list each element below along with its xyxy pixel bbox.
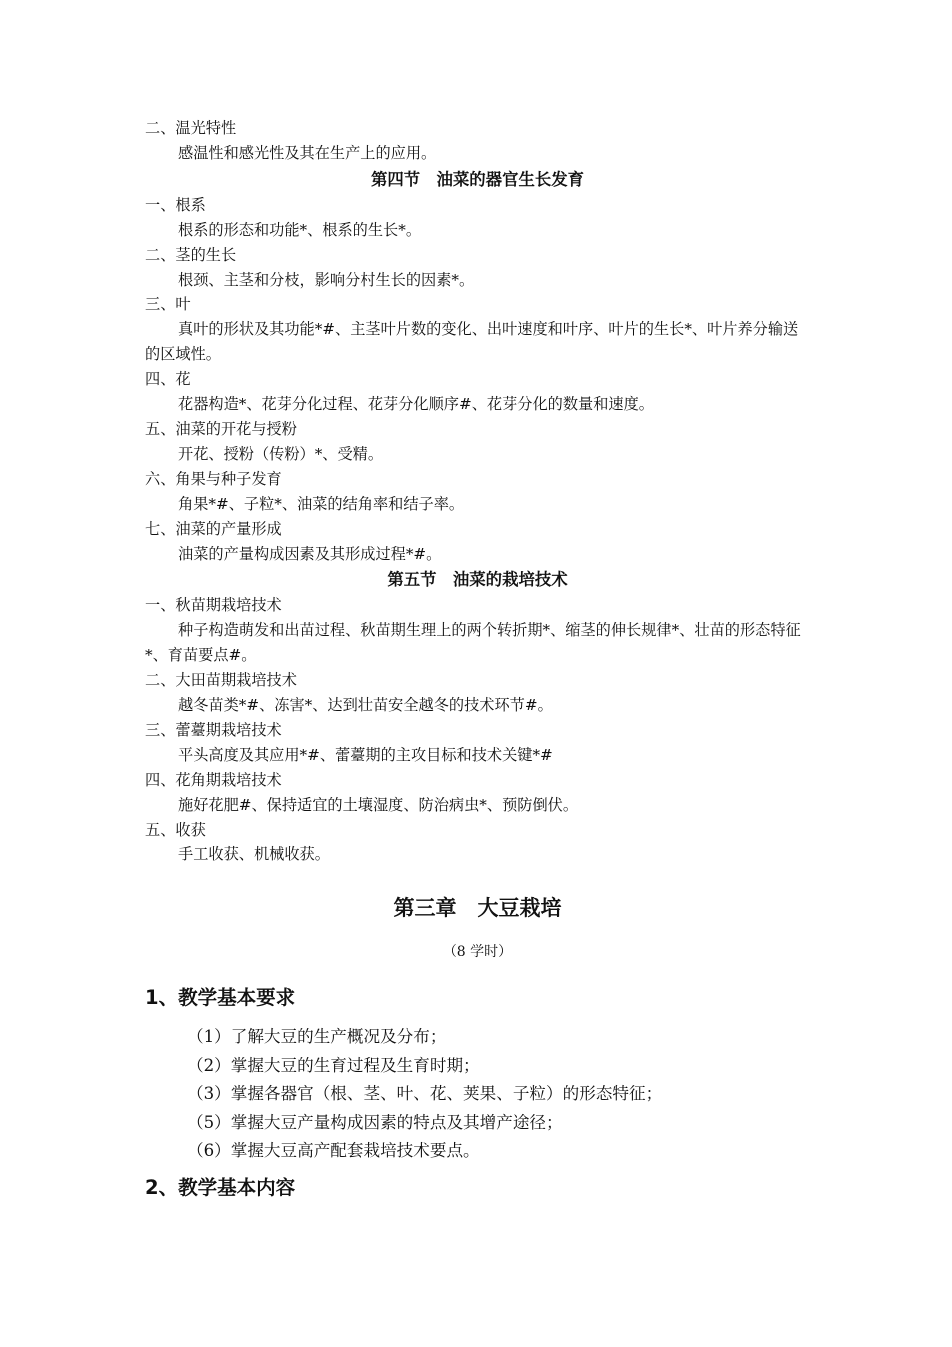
requirement-item: （1）了解大豆的生产概况及分布； [187,1027,447,1047]
text-line: 越冬苗类*#、冻害*、达到壮苗安全越冬的技术环节#。 [178,696,553,715]
section-title-5: 第五节 油菜的栽培技术 [387,570,568,590]
text-line: 种子构造萌发和出苗过程、秋苗期生理上的两个转折期*、缩茎的伸长规律*、壮苗的形态特征*、育苗要点#。 [145,621,801,665]
text-line: 真叶的形状及其功能*#、主茎叶片数的变化、出叶速度和叶序、叶片的生长*、叶片养分输送的区域性。 [145,320,799,364]
requirement-item: （2）掌握大豆的生育过程及生育时期； [187,1055,480,1075]
text-line: 二、大田苗期栽培技术 [145,671,297,690]
text-line: 油菜的产量构成因素及其形成过程*#。 [178,544,442,563]
text-line: 三、蕾薹期栽培技术 [145,720,282,739]
text-line: 开花、授粉（传粉）*、受精。 [178,444,384,463]
text-line: 七、油菜的产量形成 [145,519,282,538]
text-line: 六、角果与种子发育 [145,469,282,488]
section-title-4: 第四节 油菜的器官生长发育 [370,169,585,189]
text-block-c [145,593,810,867]
text-line: 根系的形态和功能*、根系的生长*。 [178,220,421,239]
chapter-title: 第三章 大豆栽培 [393,896,562,921]
text-line: 平头高度及其应用*#、蕾薹期的主攻目标和技术关键*# [178,745,553,764]
document-page [145,116,810,1203]
text-line: 花器构造*、花芽分化过程、花芽分化顺序#、花芽分化的数量和速度。 [178,395,654,414]
text-line: 施好花肥#、保持适宜的土壤湿度、防治病虫*、预防倒伏。 [178,795,579,814]
text-line: 四、花 [145,370,191,389]
text-line: 一、根系 [145,195,206,214]
text-block-a [145,116,810,166]
requirement-item: （6）掌握大豆高产配套栽培技术要点。 [187,1141,480,1160]
text-line: 手工收获、机械收获。 [178,845,330,864]
text-line: 二、温光特性 [145,119,237,137]
text-line: 一、秋苗期栽培技术 [145,596,282,615]
text-line: 五、油菜的开花与授粉 [145,419,297,438]
requirements-list [145,1023,810,1165]
text-line: 四、花角期栽培技术 [145,770,282,789]
requirement-item: （5）掌握大豆产量构成因素的特点及其增产途径； [187,1112,563,1132]
text-line: 角果*#、子粒*、油菜的结角率和结子率。 [178,494,465,513]
text-line: 五、收获 [145,820,206,839]
text-line: 三、叶 [145,295,191,314]
chapter-hours: （8 学时） [442,944,513,961]
text-line: 根颈、主茎和分枝，影响分村生长的因素*。 [178,270,475,289]
heading-content: 2、教学基本内容 [145,1176,296,1200]
requirement-item: （3）掌握各器官（根、茎、叶、花、荚果、子粒）的形态特征； [187,1084,663,1104]
text-block-b [145,193,810,567]
text-line: 感温性和感光性及其在生产上的应用。 [178,143,437,162]
heading-requirements: 1、教学基本要求 [145,986,296,1010]
text-line: 二、茎的生长 [145,245,237,264]
